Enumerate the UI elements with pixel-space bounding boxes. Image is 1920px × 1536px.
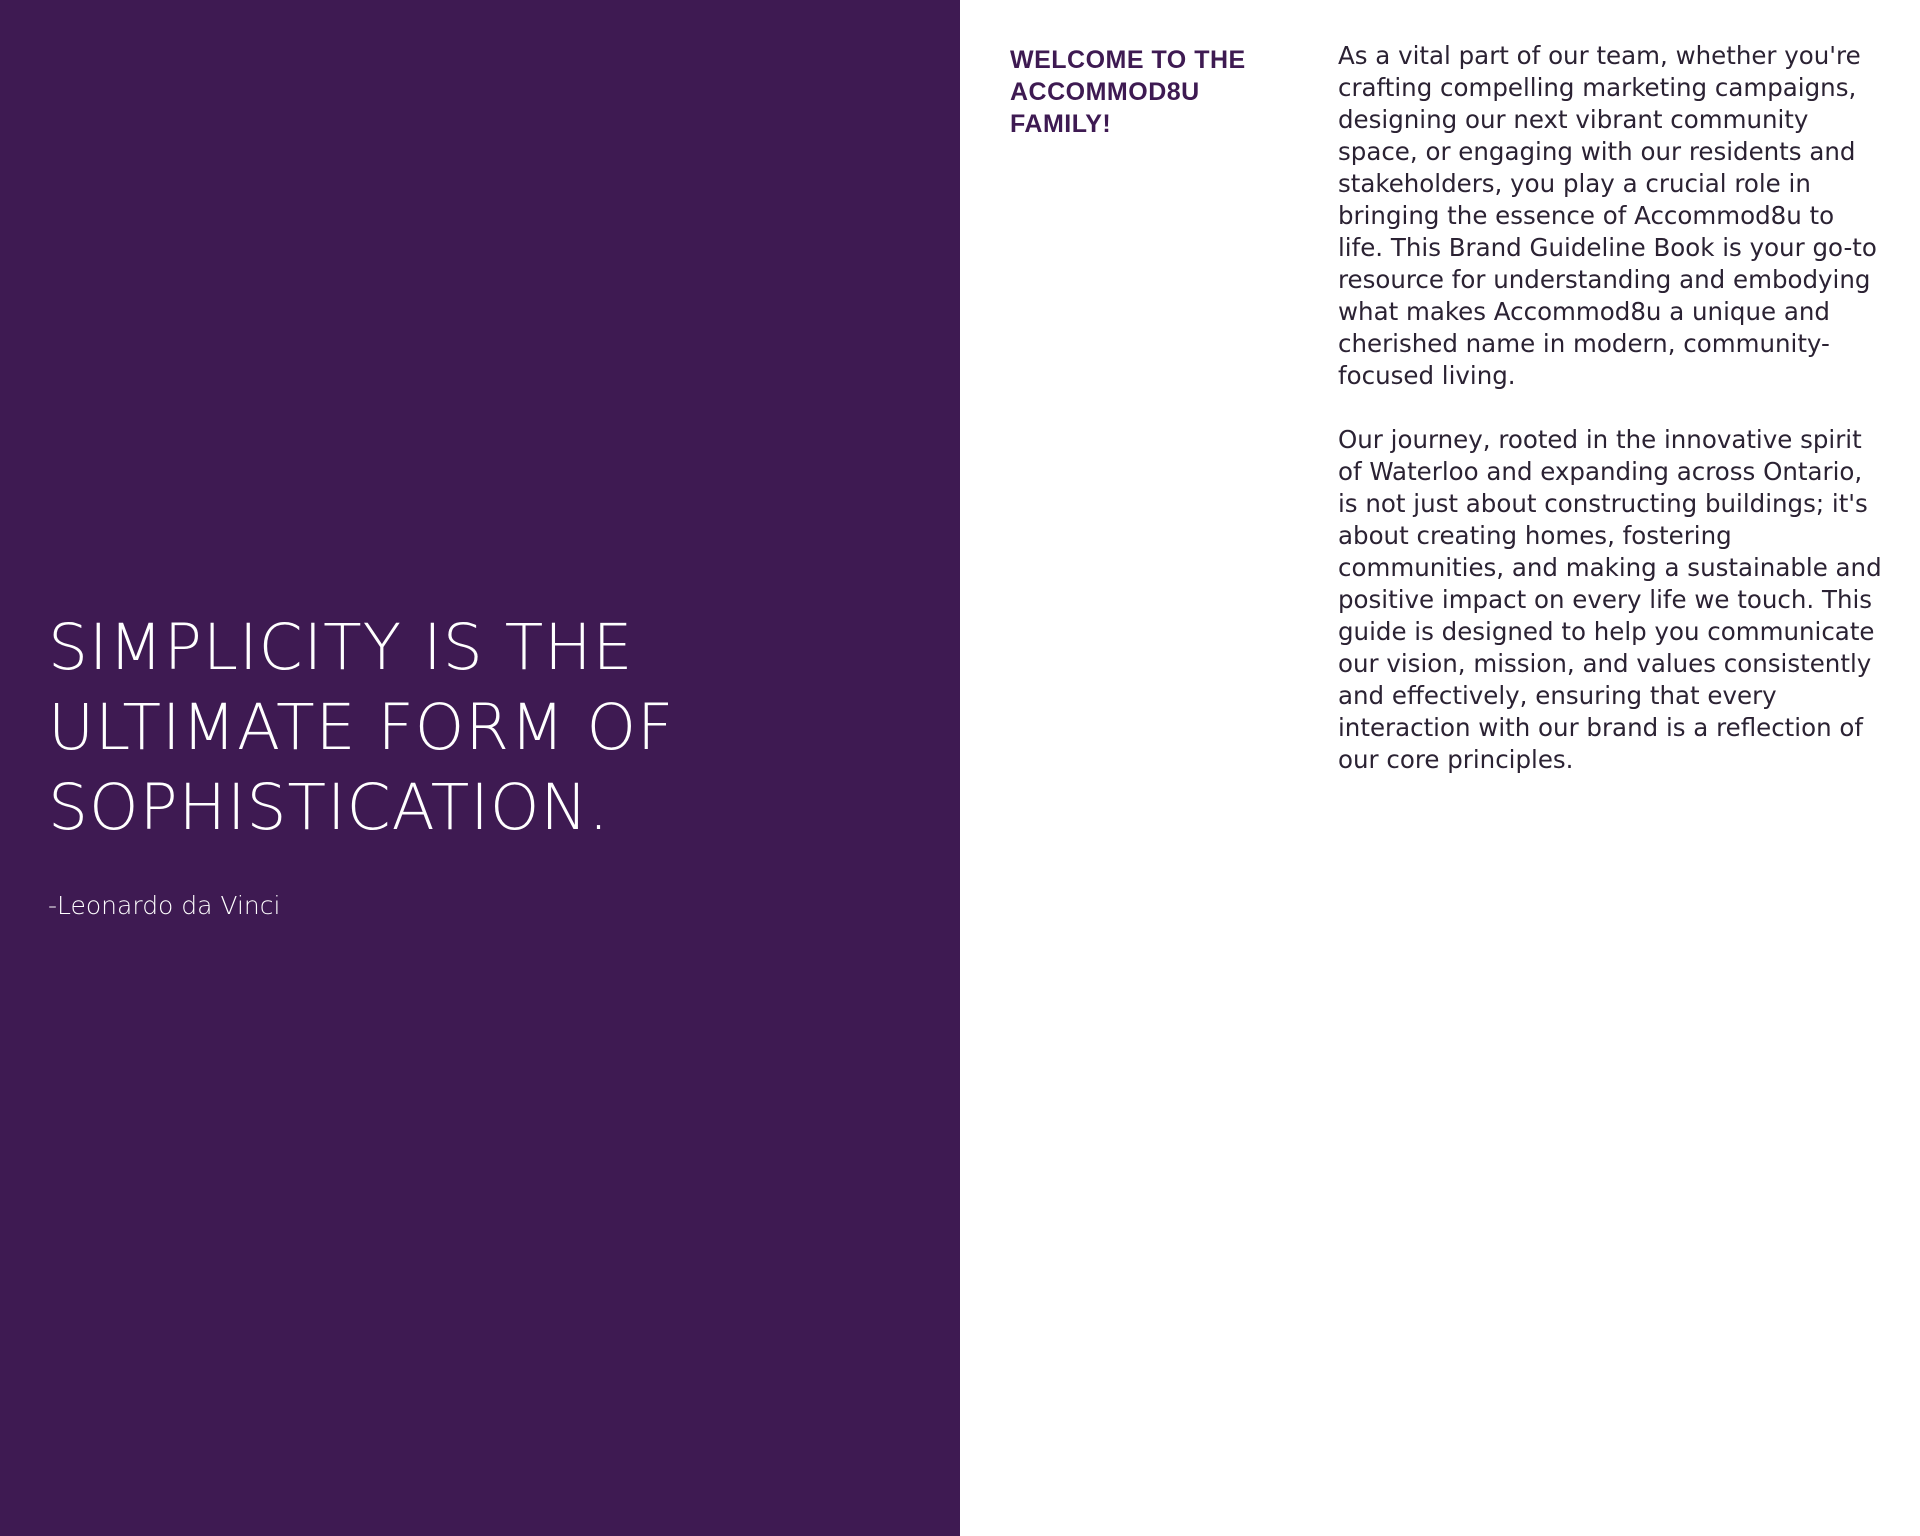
quote-block [48, 608, 908, 922]
quote-text: SIMPLICITY IS THE ULTIMATE FORM OF SOPHISTICATION. [48, 611, 675, 844]
quote-author: -Leonardo da Vinci [48, 891, 281, 920]
welcome-paragraph: Our journey, rooted in the innovative spirit of Waterloo and expanding across Ontario, is not just about constructing buildings; it's about creating homes, fostering communities, and making a sustainable and positive impact on every life we touch. This guide is designed to help you communicate our vision, mission, and values consistently and effectively, ensuring that every interaction with our brand is a reflection of our core principles. [1338, 425, 1882, 774]
welcome-panel [960, 0, 1920, 1536]
welcome-body [1338, 40, 1886, 808]
welcome-paragraph: As a vital part of our team, whether you're crafting compelling marketing campaigns, designing our next vibrant community space, or engaging with our residents and stakeholders, you play a crucial role in bringing the essence of Accommod8u to life. This Brand Guideline Book is your go-to resource for understanding and embodying what makes Accommod8u a unique and cherished name in modern, community-focused living. [1338, 41, 1877, 390]
welcome-heading: WELCOME TO THE ACCOMMOD8U FAMILY! [1010, 46, 1246, 138]
